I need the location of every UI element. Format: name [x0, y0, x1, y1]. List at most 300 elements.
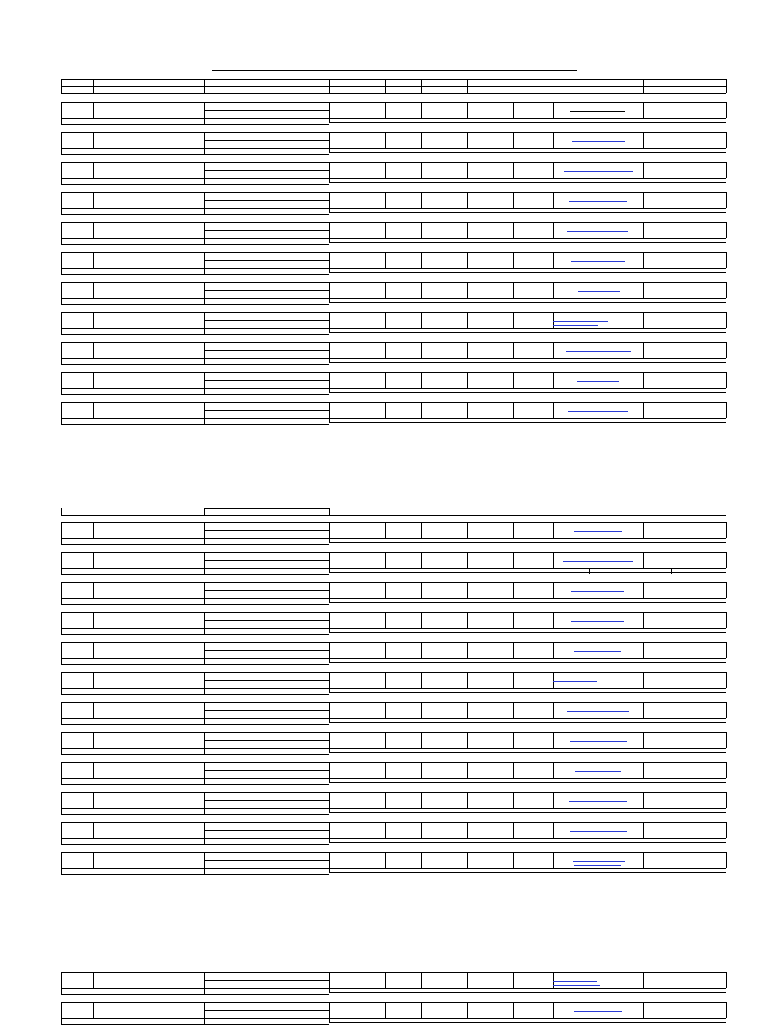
table-row-top	[61, 282, 726, 283]
table-cell	[329, 312, 330, 328]
header-cell	[726, 79, 727, 93]
table-cell	[61, 612, 62, 628]
table-row-midline	[204, 530, 329, 531]
hyperlink-underline[interactable]	[574, 651, 621, 652]
table-row-bottom	[61, 718, 726, 719]
table-cell	[467, 162, 468, 178]
table-row-subline	[329, 212, 726, 213]
table-cell	[93, 312, 94, 328]
table-cell	[421, 762, 422, 778]
table-row-subline	[61, 814, 329, 815]
table-cell	[329, 402, 330, 418]
table-cell	[643, 102, 644, 118]
table-cell	[553, 402, 554, 418]
hyperlink-underline[interactable]	[574, 1011, 622, 1012]
table-cell	[329, 358, 330, 362]
table-row-subline	[329, 752, 726, 753]
table-row-midline	[204, 140, 329, 141]
table-cell	[61, 522, 62, 538]
table-cell	[204, 628, 205, 634]
table-cell	[61, 162, 62, 178]
table-row-top	[61, 312, 726, 313]
table-cell	[204, 388, 205, 394]
table-cell	[61, 718, 62, 724]
table-cell	[93, 762, 94, 778]
table-cell	[643, 582, 644, 598]
table-cell	[329, 372, 330, 388]
table-cell	[513, 342, 514, 358]
table-cell	[61, 642, 62, 658]
table-cell	[93, 102, 94, 118]
table-cell	[553, 252, 554, 268]
header-cell	[93, 79, 94, 93]
table-row-subline	[61, 214, 329, 215]
table-row-bottom	[61, 328, 726, 329]
table-cell	[61, 658, 62, 664]
header-cell	[643, 79, 644, 93]
table-cell	[61, 1002, 62, 1018]
table-cell	[643, 702, 644, 718]
table-cell	[204, 672, 205, 688]
table-cell	[61, 358, 62, 364]
table-cell	[204, 328, 205, 334]
table-row-subline	[329, 302, 726, 303]
table-row-top	[61, 1002, 726, 1003]
table-cell	[61, 538, 62, 544]
table-row-bottom	[61, 358, 726, 359]
table-row-top	[61, 192, 726, 193]
hyperlink-underline[interactable]	[572, 141, 625, 142]
table-cell	[553, 582, 554, 598]
table-row-subline	[329, 332, 726, 333]
table-row-subline	[61, 694, 329, 695]
table-cell	[329, 328, 330, 332]
table-cell	[421, 522, 422, 538]
hyperlink-underline[interactable]	[553, 681, 597, 682]
table-row-midline	[204, 800, 329, 801]
table-cell	[553, 1002, 554, 1018]
table-cell	[421, 132, 422, 148]
table-cell	[553, 672, 554, 688]
hyperlink-underline[interactable]	[578, 291, 620, 292]
table-row-subline	[61, 394, 329, 395]
table-cell	[421, 1002, 422, 1018]
header-cell	[61, 79, 62, 93]
table-cell	[513, 282, 514, 298]
table-rule	[671, 568, 672, 574]
table-row-midline	[204, 860, 329, 861]
table-cell	[329, 162, 330, 178]
table-row-top	[61, 642, 726, 643]
table-cell	[61, 148, 62, 154]
table-cell	[467, 702, 468, 718]
hyperlink-underline[interactable]	[575, 771, 621, 772]
table-cell	[467, 1002, 468, 1018]
table-row-bottom	[61, 868, 726, 869]
table-cell	[467, 252, 468, 268]
hyperlink-underline[interactable]	[563, 561, 633, 562]
table-cell	[726, 312, 727, 328]
table-cell	[329, 132, 330, 148]
table-row-midline	[204, 260, 329, 261]
table-row-bottom	[61, 568, 726, 569]
table-cell	[204, 1002, 205, 1018]
table-cell	[421, 552, 422, 568]
table-row-midline	[204, 290, 329, 291]
table-row-bottom	[61, 388, 726, 389]
table-cell	[726, 132, 727, 148]
table-row-subline	[61, 784, 329, 785]
hyperlink-underline[interactable]	[567, 231, 628, 232]
table-cell	[329, 718, 330, 722]
table-cell	[513, 192, 514, 208]
header-cell	[204, 508, 205, 515]
table-cell	[329, 658, 330, 662]
table-row-top	[61, 972, 726, 973]
table-cell	[385, 342, 386, 358]
table-row-midline	[204, 350, 329, 351]
table-row-top	[61, 252, 726, 253]
table-cell	[204, 418, 205, 424]
table-cell	[513, 312, 514, 328]
table-cell	[61, 838, 62, 844]
table-cell	[385, 672, 386, 688]
title-underline	[212, 70, 577, 71]
table-cell	[726, 582, 727, 598]
table-cell	[204, 612, 205, 628]
table-row-bottom	[61, 808, 726, 809]
table-cell	[726, 402, 727, 418]
table-cell	[726, 522, 727, 538]
table-row-bottom	[61, 178, 726, 179]
table-cell	[467, 522, 468, 538]
table-cell	[93, 792, 94, 808]
table-cell	[385, 762, 386, 778]
table-cell	[385, 642, 386, 658]
table-cell	[643, 672, 644, 688]
table-row-midline	[204, 320, 329, 321]
hyperlink-underline[interactable]	[564, 171, 633, 172]
table-cell	[385, 852, 386, 868]
hyperlink-underline[interactable]	[566, 351, 631, 352]
table-cell	[204, 702, 205, 718]
table-row-subline	[329, 722, 726, 723]
table-cell	[726, 762, 727, 778]
table-cell	[643, 312, 644, 328]
table-cell	[329, 852, 330, 868]
table-cell	[385, 282, 386, 298]
table-row-midline	[204, 200, 329, 201]
table-cell	[385, 1002, 386, 1018]
table-row-subline	[61, 634, 329, 635]
table-cell	[204, 252, 205, 268]
table-row-subline	[61, 244, 329, 245]
table-cell	[93, 192, 94, 208]
table-cell	[204, 822, 205, 838]
table-row-bottom	[61, 688, 726, 689]
table-cell	[204, 658, 205, 664]
hyperlink-underline[interactable]	[571, 261, 625, 262]
table-cell	[61, 312, 62, 328]
table-cell	[726, 1002, 727, 1018]
table-row-subline	[329, 182, 726, 183]
table-cell	[204, 162, 205, 178]
table-row-subline	[329, 872, 726, 873]
table-cell	[61, 672, 62, 688]
table-cell	[385, 402, 386, 418]
table-cell	[385, 522, 386, 538]
table-row-bottom	[61, 538, 726, 539]
table-cell	[204, 598, 205, 604]
table-cell	[385, 972, 386, 988]
table-row-subline	[329, 782, 726, 783]
table-cell	[329, 642, 330, 658]
table-cell	[513, 762, 514, 778]
table-row-subline	[329, 272, 726, 273]
table-cell	[204, 568, 205, 574]
table-cell	[643, 732, 644, 748]
table-row-subline	[61, 604, 329, 605]
table-cell	[329, 1018, 330, 1022]
table-row-midline	[204, 980, 329, 981]
table-cell	[643, 1002, 644, 1018]
table-cell	[61, 268, 62, 274]
table-cell	[553, 702, 554, 718]
table-cell	[513, 852, 514, 868]
table-cell	[421, 792, 422, 808]
table-cell	[329, 208, 330, 212]
table-cell	[93, 342, 94, 358]
table-cell	[513, 162, 514, 178]
table-cell	[61, 372, 62, 388]
table-cell	[329, 252, 330, 268]
table-cell	[553, 732, 554, 748]
table-cell	[61, 388, 62, 394]
table-cell	[93, 552, 94, 568]
table-cell	[467, 762, 468, 778]
header-cell	[467, 79, 468, 93]
hyperlink-underline[interactable]	[553, 985, 600, 986]
table-row-bottom	[61, 748, 726, 749]
table-cell	[204, 838, 205, 844]
table-cell	[93, 522, 94, 538]
table-cell	[726, 702, 727, 718]
table-cell	[204, 118, 205, 124]
hyperlink-underline[interactable]	[573, 861, 625, 862]
table-cell	[329, 568, 330, 572]
table-cell	[93, 822, 94, 838]
table-row-bottom	[61, 118, 726, 119]
table-cell	[513, 732, 514, 748]
table-cell	[726, 612, 727, 628]
table-cell	[513, 702, 514, 718]
table-cell	[61, 868, 62, 874]
table-cell	[329, 988, 330, 992]
table-row-top	[61, 402, 726, 403]
table-cell	[329, 538, 330, 542]
table-cell	[61, 778, 62, 784]
table-row-midline	[204, 620, 329, 621]
table-cell	[385, 312, 386, 328]
table-row-bottom	[61, 268, 726, 269]
hyperlink-underline[interactable]	[553, 981, 597, 982]
table-cell	[329, 762, 330, 778]
table-cell	[329, 808, 330, 812]
table-cell	[204, 268, 205, 274]
table-cell	[553, 852, 554, 868]
hyperlink-underline[interactable]	[574, 865, 621, 866]
table-cell	[513, 792, 514, 808]
table-cell	[204, 852, 205, 868]
table-cell	[93, 222, 94, 238]
header-row	[204, 86, 329, 87]
table-cell	[385, 822, 386, 838]
hyperlink-underline[interactable]	[569, 201, 627, 202]
table-cell	[93, 252, 94, 268]
hyperlink-underline[interactable]	[570, 831, 627, 832]
table-cell	[385, 582, 386, 598]
table-row-midline	[204, 560, 329, 561]
table-cell	[329, 298, 330, 302]
table-cell	[329, 522, 330, 538]
table-row-top	[61, 702, 726, 703]
table-cell	[421, 852, 422, 868]
table-cell	[93, 162, 94, 178]
table-cell	[553, 102, 554, 118]
table-row-midline	[204, 680, 329, 681]
table-cell	[513, 642, 514, 658]
table-cell	[726, 252, 727, 268]
hyperlink-underline[interactable]	[567, 711, 629, 712]
table-cell	[385, 192, 386, 208]
table-rule	[589, 568, 590, 574]
table-cell	[421, 162, 422, 178]
table-cell	[204, 282, 205, 298]
table-row-midline	[204, 410, 329, 411]
table-cell	[329, 418, 330, 422]
table-row-subline	[329, 392, 726, 393]
table-cell	[61, 688, 62, 694]
table-row-top	[61, 522, 726, 523]
hyperlink-underline[interactable]	[553, 325, 598, 326]
table-cell	[329, 838, 330, 842]
table-cell	[726, 162, 727, 178]
table-row-subline	[329, 542, 726, 543]
hyperlink-underline[interactable]	[577, 381, 619, 382]
table-cell	[61, 552, 62, 568]
table-cell	[204, 238, 205, 244]
table-cell	[329, 388, 330, 392]
table-row-midline	[204, 1010, 329, 1011]
table-cell	[421, 282, 422, 298]
hyperlink-underline[interactable]	[574, 531, 622, 532]
table-cell	[421, 612, 422, 628]
table-cell	[467, 642, 468, 658]
table-cell	[421, 372, 422, 388]
table-row-top	[61, 672, 726, 673]
table-row-subline	[329, 992, 726, 993]
table-row-subline	[329, 572, 726, 573]
table-cell	[93, 672, 94, 688]
table-row-midline	[204, 710, 329, 711]
table-row-subline	[329, 362, 726, 363]
table-cell	[93, 282, 94, 298]
table-cell	[61, 598, 62, 604]
table-cell	[467, 672, 468, 688]
table-row-top	[61, 792, 726, 793]
table-cell	[513, 672, 514, 688]
table-row-subline	[329, 242, 726, 243]
table-cell	[513, 222, 514, 238]
table-row-subline	[329, 632, 726, 633]
hyperlink-underline[interactable]	[568, 411, 628, 412]
table-cell	[467, 552, 468, 568]
table-cell	[204, 402, 205, 418]
table-cell	[329, 972, 330, 988]
table-cell	[61, 418, 62, 424]
table-row-midline	[204, 830, 329, 831]
table-cell	[385, 732, 386, 748]
table-cell	[467, 342, 468, 358]
table-cell	[204, 868, 205, 874]
table-cell	[553, 612, 554, 628]
table-cell	[204, 208, 205, 214]
table-cell	[61, 328, 62, 334]
table-cell	[385, 222, 386, 238]
table-cell	[726, 342, 727, 358]
table-cell	[726, 852, 727, 868]
table-cell	[643, 552, 644, 568]
table-row-subline	[61, 874, 329, 875]
table-cell	[421, 732, 422, 748]
table-cell	[93, 612, 94, 628]
table-cell	[553, 822, 554, 838]
table-row-subline	[329, 152, 726, 153]
table-cell	[421, 252, 422, 268]
table-cell	[643, 522, 644, 538]
table-cell	[513, 1002, 514, 1018]
table-cell	[553, 552, 554, 568]
table-cell	[726, 552, 727, 568]
table-row-top	[61, 852, 726, 853]
table-cell	[553, 342, 554, 358]
hyperlink-underline[interactable]	[553, 321, 608, 322]
table-cell	[204, 748, 205, 754]
table-row-subline	[61, 124, 329, 125]
hyperlink-underline[interactable]	[569, 801, 627, 802]
table-row-top	[61, 822, 726, 823]
table-cell	[643, 822, 644, 838]
table-row-subline	[61, 424, 329, 425]
hyperlink-underline[interactable]	[571, 591, 624, 592]
table-cell	[61, 178, 62, 184]
table-row-subline	[61, 364, 329, 365]
hyperlink-underline[interactable]	[571, 621, 624, 622]
table-row-midline	[204, 650, 329, 651]
table-cell	[467, 792, 468, 808]
table-cell	[61, 762, 62, 778]
table-cell	[329, 268, 330, 272]
table-row-top	[61, 222, 726, 223]
table-cell	[329, 792, 330, 808]
table-cell	[61, 342, 62, 358]
hyperlink-underline[interactable]	[570, 741, 627, 742]
table-cell	[61, 192, 62, 208]
table-cell	[204, 792, 205, 808]
table-cell	[467, 132, 468, 148]
table-row-midline	[204, 110, 329, 111]
table-cell	[204, 372, 205, 388]
